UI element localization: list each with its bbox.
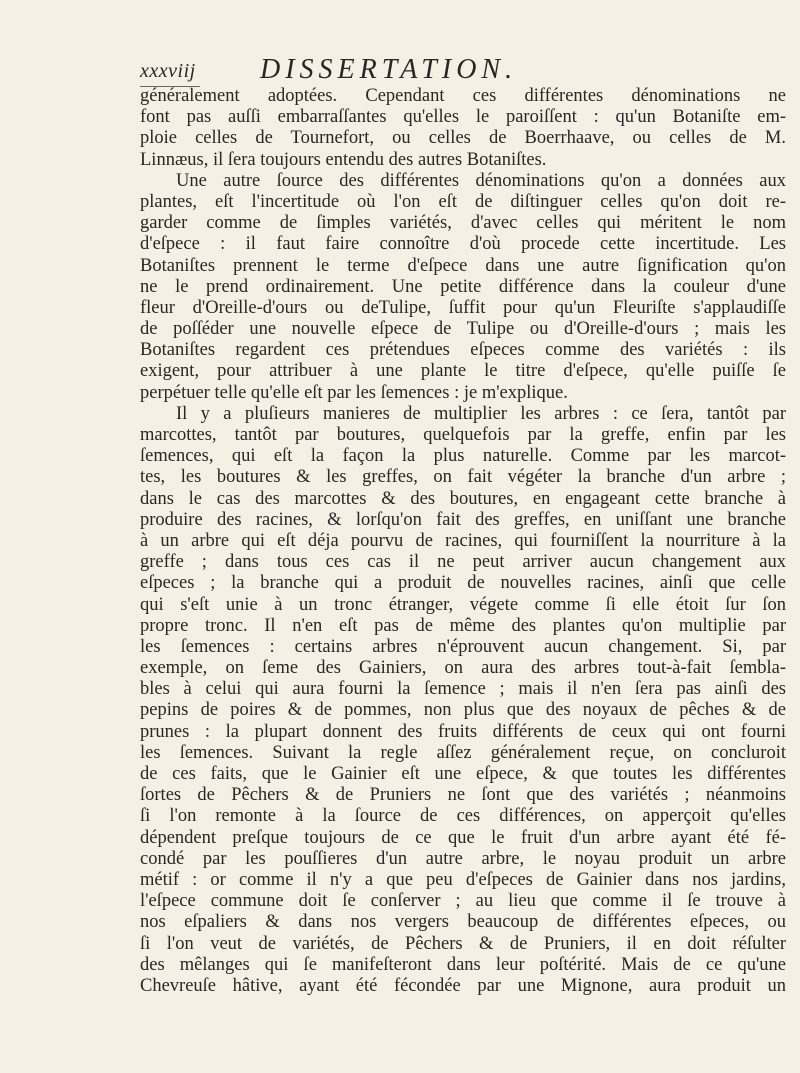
text-line: bles à celui qui aura fourni la ſemence ; mais il n'en ſera pas ainſi des: [140, 679, 786, 700]
text-line: généralement adoptées. Cependant ces différentes dénominations ne: [140, 86, 786, 106]
text-line: l'eſpece commune doit ſe conſerver ; au lieu que comme il ſe trouve à: [140, 891, 786, 912]
text-line: prunes : la plupart donnent des fruits différents de ceux qui ont fourni: [140, 721, 786, 742]
text-line: eſpeces ; la branche qui a produit de nouvelles racines, ainſi que celle: [140, 573, 786, 594]
page-header: [140, 48, 780, 88]
text-line: exigent, pour attribuer à une plante le titre d'eſpece, qu'elle puiſſe ſe: [140, 361, 786, 382]
text-line: d'eſpece : il faut faire connoître d'où procede cette incertitude. Les: [140, 234, 786, 255]
text-line: condé par les pouſſieres d'un autre arbre, le noyau produit un arbre: [140, 848, 786, 869]
text-line: produire des racines, & lorſqu'on fait des greffes, en uniſſant une branche: [140, 509, 786, 530]
text-line: Linnæus, il ſera toujours entendu des autres Botaniſtes.: [140, 149, 547, 170]
text-line: perpétuer telle qu'elle eſt par les ſemences : je m'explique.: [140, 382, 568, 403]
text-line: ſortes de Pêchers & de Pruniers ne ſont que des variétés ; néanmoins: [140, 785, 786, 806]
paragraph-start-line: Une autre ſource des différentes dénominations qu'on a données aux: [176, 170, 786, 191]
text-line: qui s'eſt unie à un tronc étranger, végete comme ſi elle étoit ſur ſon: [140, 594, 786, 615]
text-line: tes, les boutures & les greffes, on fait végéter la branche d'un arbre ;: [140, 467, 786, 488]
paragraph-start-line: Il y a pluſieurs manieres de multiplier les arbres : ce ſera, tantôt par: [176, 403, 786, 424]
text-line: pepins de poires & de pommes, non plus que des noyaux de pêches & de: [140, 700, 786, 721]
text-line: greffe ; dans tous ces cas il ne peut arriver aucun changement aux: [140, 552, 786, 573]
text-line: fleur d'Oreille-d'ours ou deTulipe, ſuffit pour qu'un Fleuriſte s'applaudiſſe: [140, 297, 786, 318]
dissertation-text: [140, 86, 786, 997]
text-line: exemple, on ſeme des Gainiers, on aura des arbres tout-à-fait ſembla-: [140, 658, 786, 679]
text-line: Botaniſtes regardent ces prétendues eſpeces comme des variétés : ils: [140, 340, 786, 361]
text-line: Botaniſtes prennent le terme d'eſpece dans une autre ſignification qu'on: [140, 255, 786, 276]
text-line: propre tronc. Il n'en eſt pas de même des plantes qu'on multiplie par: [140, 615, 786, 636]
text-line: à un arbre qui eſt déja pourvu de racines, qui fourniſſent la nourriture à la: [140, 530, 786, 551]
text-line: Chevreuſe hâtive, ayant été fécondée par une Mignone, aura produit un: [140, 975, 786, 996]
text-line: dans le cas des marcottes & des boutures, en engageant cette branche à: [140, 488, 786, 509]
text-line: ſemences, qui eſt la façon la plus naturelle. Comme par les marcot-: [140, 446, 786, 467]
text-line: font pas auſſi embarraſſantes qu'elles le paroiſſent : qu'un Botaniſte em-: [140, 107, 786, 128]
text-line: de poſſéder une nouvelle eſpece de Tulipe ou d'Oreille-d'ours ; mais les: [140, 319, 786, 340]
text-line: les ſemences. Suivant la regle aſſez généralement reçue, on concluroit: [140, 742, 786, 763]
text-line: dépendent preſque toujours de ce que le fruit d'un arbre ayant été fé-: [140, 827, 786, 848]
text-line: garder comme de ſimples variétés, d'avec celles qui méritent le nom: [140, 213, 786, 234]
text-line: les ſemences : certains arbres n'éprouvent aucun changement. Si, par: [140, 636, 786, 657]
text-line: métif : or comme il n'y a que peu d'eſpeces de Gainier dans nos jardins,: [140, 869, 786, 890]
text-line: marcottes, tantôt par boutures, quelquefois par la greffe, enfin par les: [140, 425, 786, 445]
text-line: ſi l'on veut de variétés, de Pêchers & de Pruniers, il en doit réſulter: [140, 933, 786, 954]
running-title: DISSERTATION.: [260, 54, 518, 85]
text-line: plantes, eſt l'incertitude où l'on eſt de diſtinguer celles qu'on doit re-: [140, 191, 786, 212]
text-line: des mêlanges qui ſe manifeſteront dans leur poſtérité. Mais de ce qu'une: [140, 954, 786, 975]
text-line: nos eſpaliers & dans nos vergers beaucoup de différentes eſpeces, ou: [140, 912, 786, 933]
text-line: ſi l'on remonte à la ſource de ces différences, on apperçoit qu'elles: [140, 806, 786, 827]
text-line: de ces faits, que le Gainier eſt une eſpece, & que toutes les différentes: [140, 764, 786, 784]
text-line: ploie celles de Tournefort, ou celles de Boerrhaave, ou celles de M.: [140, 128, 786, 149]
page-number: xxxviij: [140, 60, 196, 82]
text-line: ne le prend ordinairement. Une petite différence dans la couleur d'une: [140, 276, 786, 297]
